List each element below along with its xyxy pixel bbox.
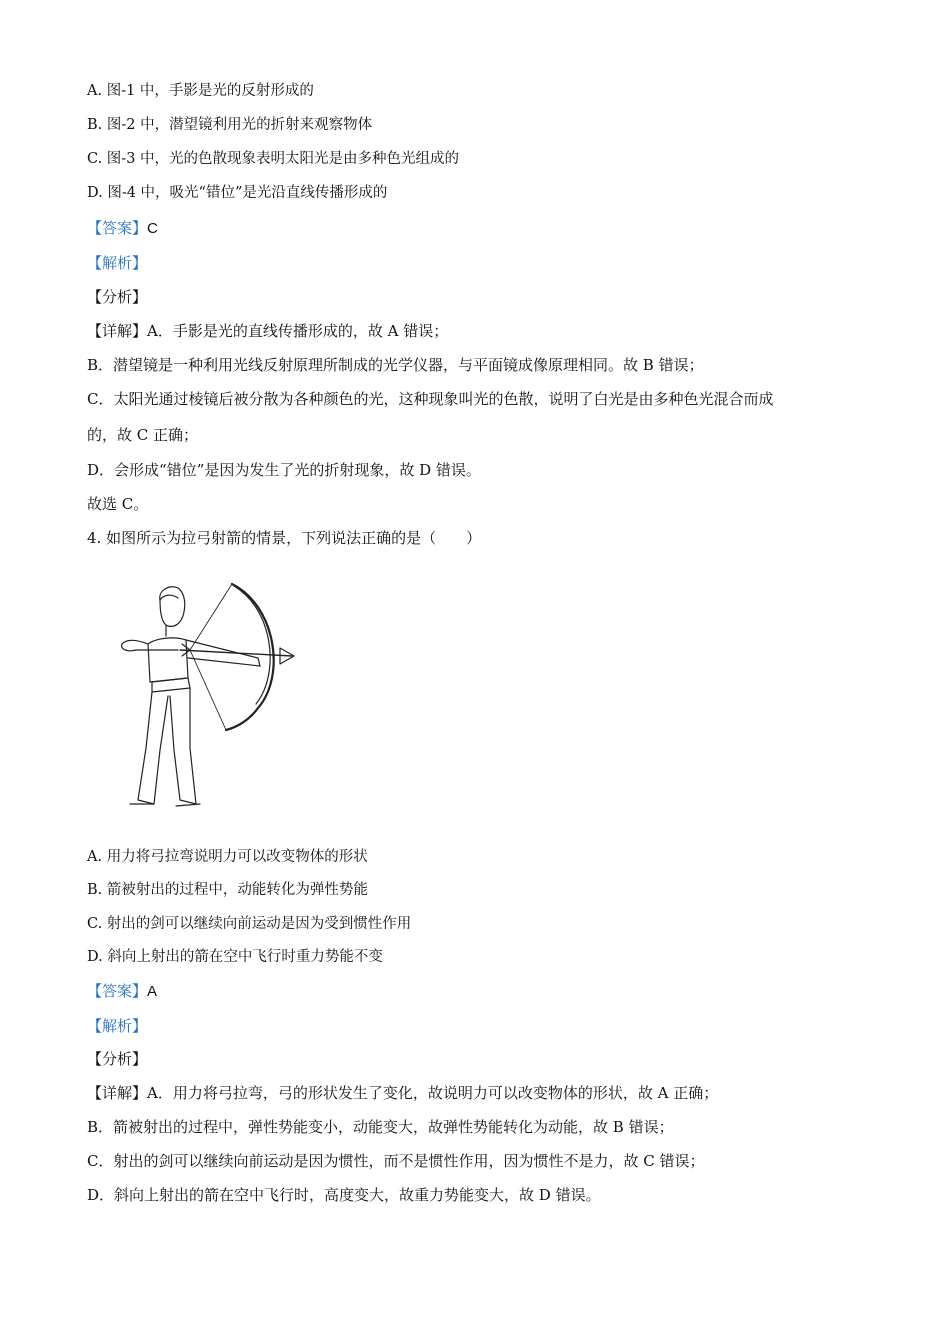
q3-option-b: B. 图-2 中，潜望镜利用光的折射来观察物体 — [87, 117, 373, 133]
answer-value: C — [147, 220, 158, 237]
q3-fenxi-tag: 【分析】 — [87, 288, 148, 306]
q3-conclusion: 故选 C。 — [87, 495, 149, 513]
q4-option-a: A. 用力将弓拉弯说明力可以改变物体的形状 — [87, 849, 368, 865]
q3-option-d: D. 图-4 中，吸光“错位”是光沿直线传播形成的 — [87, 185, 388, 201]
q4-fenxi-tag: 【分析】 — [87, 1050, 148, 1068]
q4-answer-line — [87, 981, 157, 1002]
q3-jiexi-tag: 【解析】 — [87, 254, 148, 272]
q3-detail-line: C．太阳光通过棱镜后被分散为各种颜色的光，这种现象叫光的色散，说明了白光是由多种色光混合而成 — [87, 390, 774, 408]
q4-option-b: B. 箭被射出的过程中，动能转化为弹性势能 — [87, 882, 368, 898]
q3-detail-line: 【详解】A．手影是光的直线传播形成的，故 A 错误； — [87, 322, 449, 340]
answer-tag: 【答案】 — [87, 982, 148, 1000]
archer-figure — [108, 578, 308, 818]
q3-option-a: A. 图-1 中，手影是光的反射形成的 — [87, 83, 314, 99]
q4-detail-line: D．斜向上射出的箭在空中飞行时，高度变大，故重力势能变大，故 D 错误。 — [87, 1186, 601, 1204]
q4-stem: 4. 如图所示为拉弓射箭的情景，下列说法正确的是（ ） — [87, 529, 482, 547]
answer-tag: 【答案】 — [87, 219, 148, 237]
bow — [226, 584, 274, 730]
q3-detail-line: 的，故 C 正确； — [87, 426, 199, 444]
q4-detail-line: 【详解】A．用力将弓拉弯，弓的形状发生了变化，故说明力可以改变物体的形状，故 A 正确； — [87, 1084, 719, 1102]
answer-value: A — [147, 983, 158, 1000]
q3-option-c: C. 图-3 中，光的色散现象表明太阳光是由多种色光组成的 — [87, 151, 460, 167]
q4-jiexi-tag: 【解析】 — [87, 1017, 148, 1035]
q3-detail-line: D．会形成“错位”是因为发生了光的折射现象，故 D 错误。 — [87, 461, 481, 479]
q4-detail-line: C．射出的剑可以继续向前运动是因为惯性，而不是惯性作用，因为惯性不是力，故 C 错误； — [87, 1152, 705, 1170]
q4-detail-line: B．箭被射出的过程中，弹性势能变小，动能变大，故弹性势能转化为动能，故 B 错误； — [87, 1118, 674, 1136]
bow-string — [190, 584, 232, 730]
q3-detail-line: B．潜望镜是一种利用光线反射原理所制成的光学仪器，与平面镜成像原理相同。故 B 错误； — [87, 356, 704, 374]
arrow — [180, 650, 292, 656]
archer-head — [160, 587, 185, 627]
q4-option-d: D. 斜向上射出的箭在空中飞行时重力势能不变 — [87, 949, 383, 965]
q3-answer-line — [87, 218, 158, 239]
q4-option-c: C. 射出的剑可以继续向前运动是因为受到惯性作用 — [87, 916, 412, 932]
